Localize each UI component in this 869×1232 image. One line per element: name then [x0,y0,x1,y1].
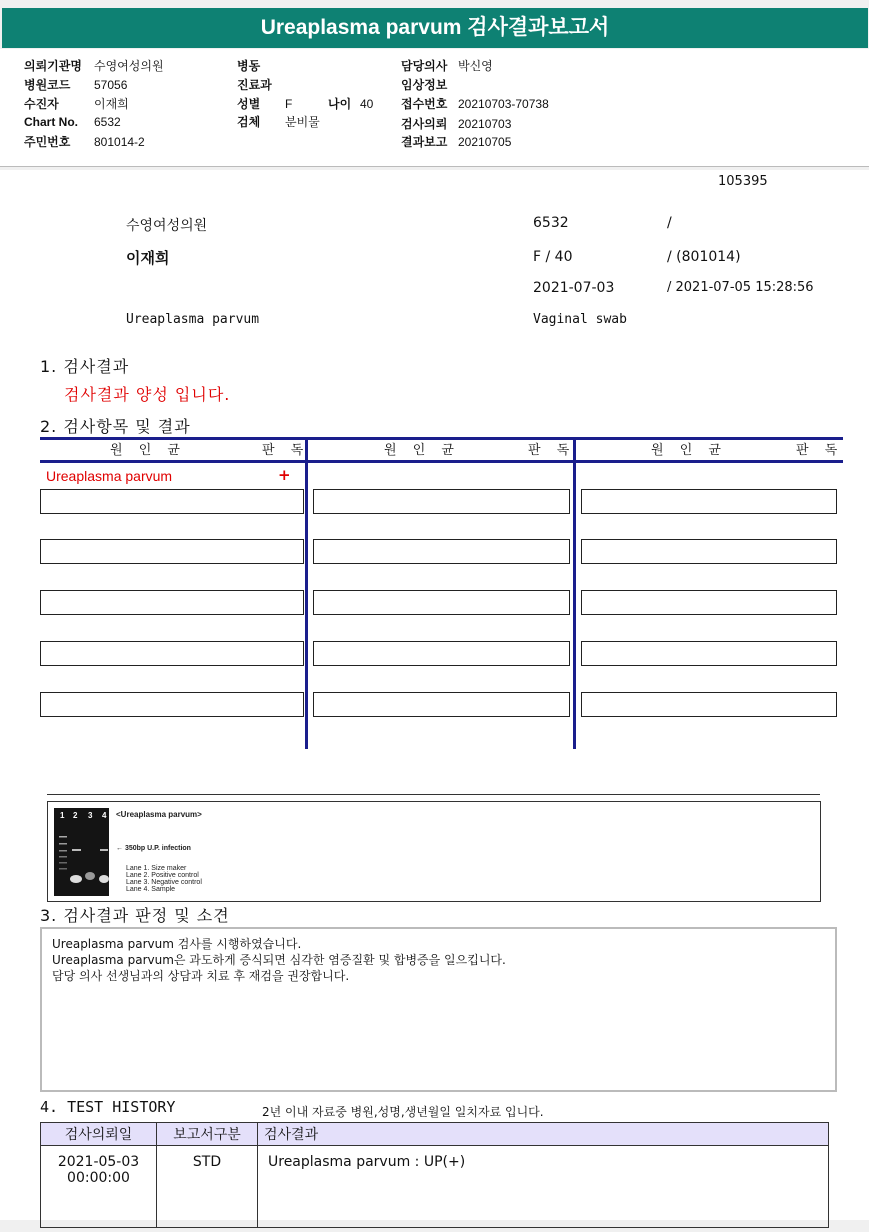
gel-lane-4: 4 [102,811,107,820]
gel-top-rule [47,794,820,795]
history-type: STD [157,1146,258,1228]
col3-organism-header: 원 인 균 [651,443,727,458]
opinion-line-3: 담당 의사 선생님과의 상담과 치료 후 재검을 권장합니다. [52,969,350,983]
opinion-line-1: Ureaplasma parvum 검사를 시행하였습니다. [52,937,302,951]
result-cell [313,489,570,514]
opinion-line-2: Ureaplasma parvum은 과도하게 증식되면 심각한 염증질환 및 합병증을 일으킵니다. [52,953,506,967]
gel-legend-3: Lane 3. Negative control [126,879,202,886]
gel-legend-2: Lane 2. Positive control [126,872,199,879]
ward-row: 병동 [237,59,261,73]
section3-title: 3. 검사결과 판정 및 소견 [40,906,230,925]
section4-note: 2년 이내 자료중 병원,성명,생년월일 일치자료 입니다. [262,1105,544,1119]
report-number: 105395 [718,174,768,189]
gel-lane-2: 2 [73,811,78,820]
gel-lane-3: 3 [88,811,93,820]
section1-result: 검사결과 양성 입니다. [64,385,231,404]
result-cell [581,641,837,666]
header-panel [0,49,869,167]
summary-date-report: / 2021-07-05 15:28:56 [667,280,814,295]
col1-organism-header: 원 인 균 [110,443,186,458]
summary-name: 이재희 [126,249,170,267]
summary-clinic: 수영여성의원 [126,218,208,234]
result-cell [40,641,304,666]
test-history-table [40,1122,829,1228]
result-cell [40,539,304,564]
age-row: 나이 40 [328,97,374,111]
patient-row: 수진자 이재희 [24,97,129,111]
result-cell [581,692,837,717]
row1-result: + [278,466,291,484]
history-time: 00:00:00 [67,1170,130,1186]
gel-lane-1: 1 [60,811,65,820]
result-cell [581,590,837,615]
col3-judgement-header: 판 독 [796,443,844,458]
result-cell [313,539,570,564]
row1-organism: Ureaplasma parvum [46,468,173,484]
section4-title: 4. TEST HISTORY [40,1098,176,1116]
history-header-date: 검사의뢰일 [41,1123,157,1146]
dept-row: 진료과 [237,78,272,92]
opinion-box [40,927,837,1092]
summary-dob: / (801014) [667,249,741,265]
summary-slash: / [667,215,672,231]
sex-row: 성별 F [237,97,293,111]
gel-legend-4: Lane 4. Sample [126,886,176,893]
result-cell [313,590,570,615]
clinical-row: 임상정보 [401,78,448,92]
gel-electrophoresis-image [54,808,109,896]
history-header-type: 보고서구분 [157,1123,258,1146]
summary-chart: 6532 [533,215,569,231]
request-row: 검사의뢰 20210703 [401,117,512,131]
result-cell [40,489,304,514]
result-cell [40,590,304,615]
col2-organism-header: 원 인 균 [384,443,460,458]
summary-test: Ureaplasma parvum [126,312,260,327]
institution-row: 의뢰기관명 수영여성의원 [24,59,164,73]
hospital-code-row: 병원코드 57056 [24,78,128,92]
specimen-row: 검체 분비물 [237,115,320,129]
doctor-row: 담당의사 박신영 [401,59,493,73]
resident-row: 주민번호 801014-2 [24,135,145,149]
table-row [41,1146,829,1228]
column-divider-2 [573,437,576,749]
gel-bands-graphic [54,808,109,896]
section1-title: 1. 검사결과 [40,357,130,376]
summary-sex-age: F / 40 [533,249,573,265]
receipt-row: 접수번호 20210703-70738 [401,97,549,111]
report-title: Ureaplasma parvum 검사결과보고서 [2,8,868,48]
gel-band-label: ← 350bp U.P. infection [116,845,191,852]
col1-judgement-header: 판 독 [262,443,310,458]
history-date-cell [41,1146,157,1228]
section2-title: 2. 검사항목 및 결과 [40,417,191,436]
gel-caption: <Ureaplasma parvum> [116,810,202,819]
result-cell [40,692,304,717]
history-date: 2021-05-03 [57,1154,140,1170]
history-result: Ureaplasma parvum : UP(+) [258,1146,829,1228]
chart-row: Chart No. 6532 [24,115,121,129]
history-header-row [41,1123,829,1146]
result-cell [581,539,837,564]
history-header-result: 검사결과 [258,1123,829,1146]
summary-specimen: Vaginal swab [533,312,627,327]
col2-judgement-header: 판 독 [528,443,576,458]
result-cell [581,489,837,514]
result-cell [313,692,570,717]
result-cell [313,641,570,666]
column-divider-1 [305,437,308,749]
report-row: 결과보고 20210705 [401,135,512,149]
gel-figure [47,801,821,902]
gel-legend-1: Lane 1. Size maker [126,865,187,872]
summary-date-request: 2021-07-03 [533,280,615,296]
